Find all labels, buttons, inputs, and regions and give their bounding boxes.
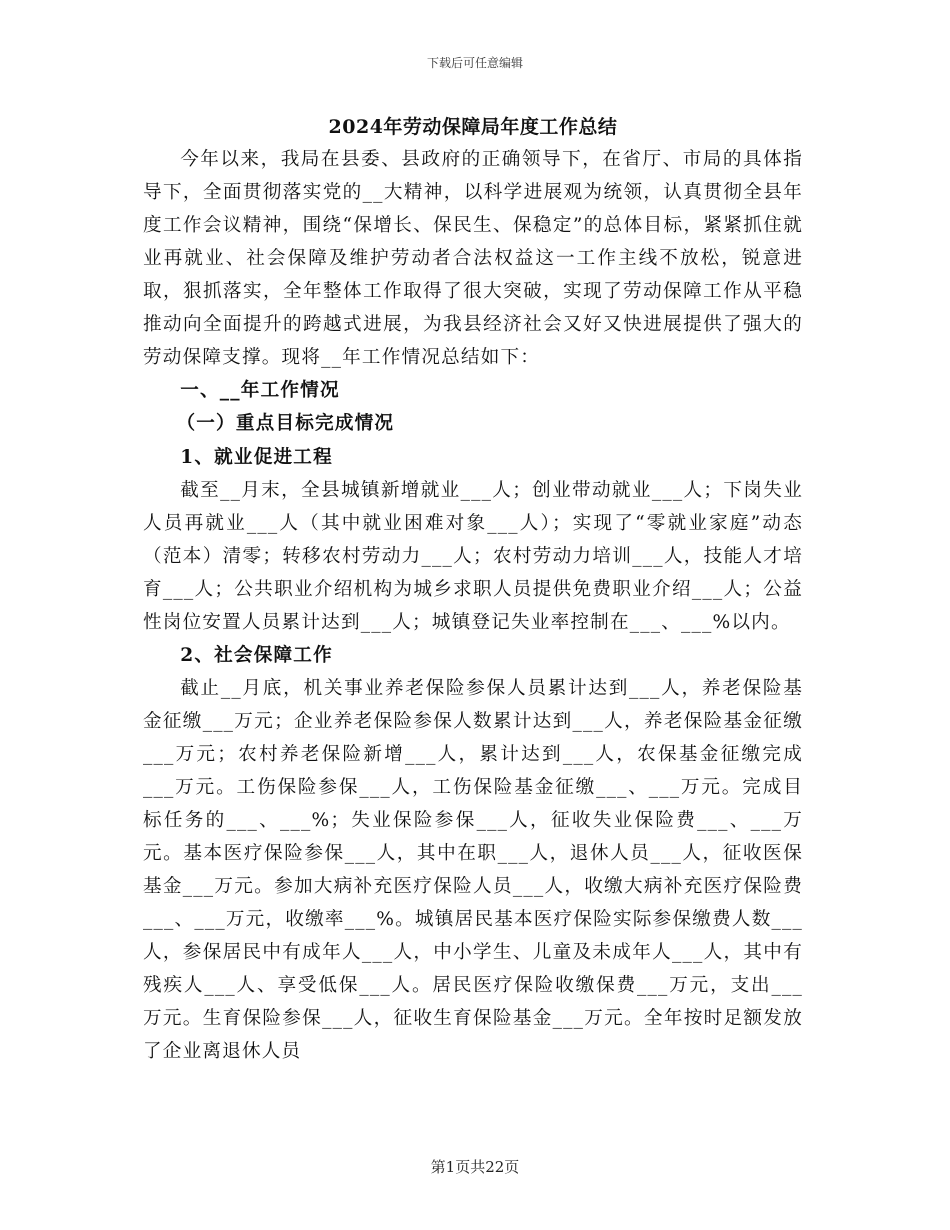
item-heading-employment: 1、就业促进工程 — [180, 447, 333, 468]
subsection-heading: （一）重点目标完成情况 — [176, 413, 395, 434]
document-body — [143, 112, 803, 1068]
page-header-note: 下载后可任意编辑 — [426, 56, 523, 70]
section-heading: 一、__年工作情况 — [180, 380, 340, 401]
document-title: 2024年劳动保障局年度工作总结 — [328, 116, 618, 138]
intro-paragraph: 今年以来，我局在县委、县政府的正确领导下，在省厅、市局的具体指导下，全面贯彻落实党的__大精神，以科学进展观为统领，认真贯彻全县年度工作会议精神，围绕“保增长、保民生、保稳定”的总体目标，紧紧抓住就业再就业、社会保障及维护劳动者合法权益这一工作主线不放松，锐意进取，狠抓落实，全年整体工作取得了很大突破，实现了劳动保障工作从平稳推动向全面提升的跨越式进展，为我县经济社会又好又快进展提供了强大的劳动保障支撑。现将__年工作情况总结如下： — [143, 149, 803, 368]
item-heading-social-security: 2、社会保障工作 — [180, 645, 333, 666]
page-number: 第1页共22页 — [430, 1158, 520, 1176]
employment-paragraph: 截至__月末，全县城镇新增就业___人；创业带动就业___人；下岗失业人员再就业___人（其中就业困难对象___人）；实现了“零就业家庭”动态（范本）清零；转移农村劳动力___人；农村劳动力培训___人，技能人才培育___人；公共职业介绍机构为城乡求职人员提供免费职业介绍___人；公益性岗位安置人员累计达到___人；城镇登记失业率控制在___、___%以内。 — [143, 480, 803, 633]
social-security-paragraph: 截止__月底，机关事业养老保险参保人员累计达到___人，养老保险基金征缴___万元；企业养老保险参保人数累计达到___人，养老保险基金征缴___万元；农村养老保险新增___人，累计达到___人，农保基金征缴完成___万元。工伤保险参保___人，工伤保险基金征缴___、___万元。完成目标任务的___、___%；失业保险参保___人，征收失业保险费___、___万元。基本医疗保险参保___人，其中在职___人，退休人员___人，征收医保基金___万元。参加大病补充医疗保险人员___人，收缴大病补充医疗保险费___、___万元，收缴率___%。城镇居民基本医疗保险实际参保缴费人数___人，参保居民中有成年人___人，中小学生、儿童及未成年人___人，其中有残疾人___人、享受低保___人。居民医疗保险收缴保费___万元，支出___万元。生育保险参保___人，征收生育保险基金___万元。全年按时足额发放了企业离退休人员 — [143, 678, 803, 1062]
